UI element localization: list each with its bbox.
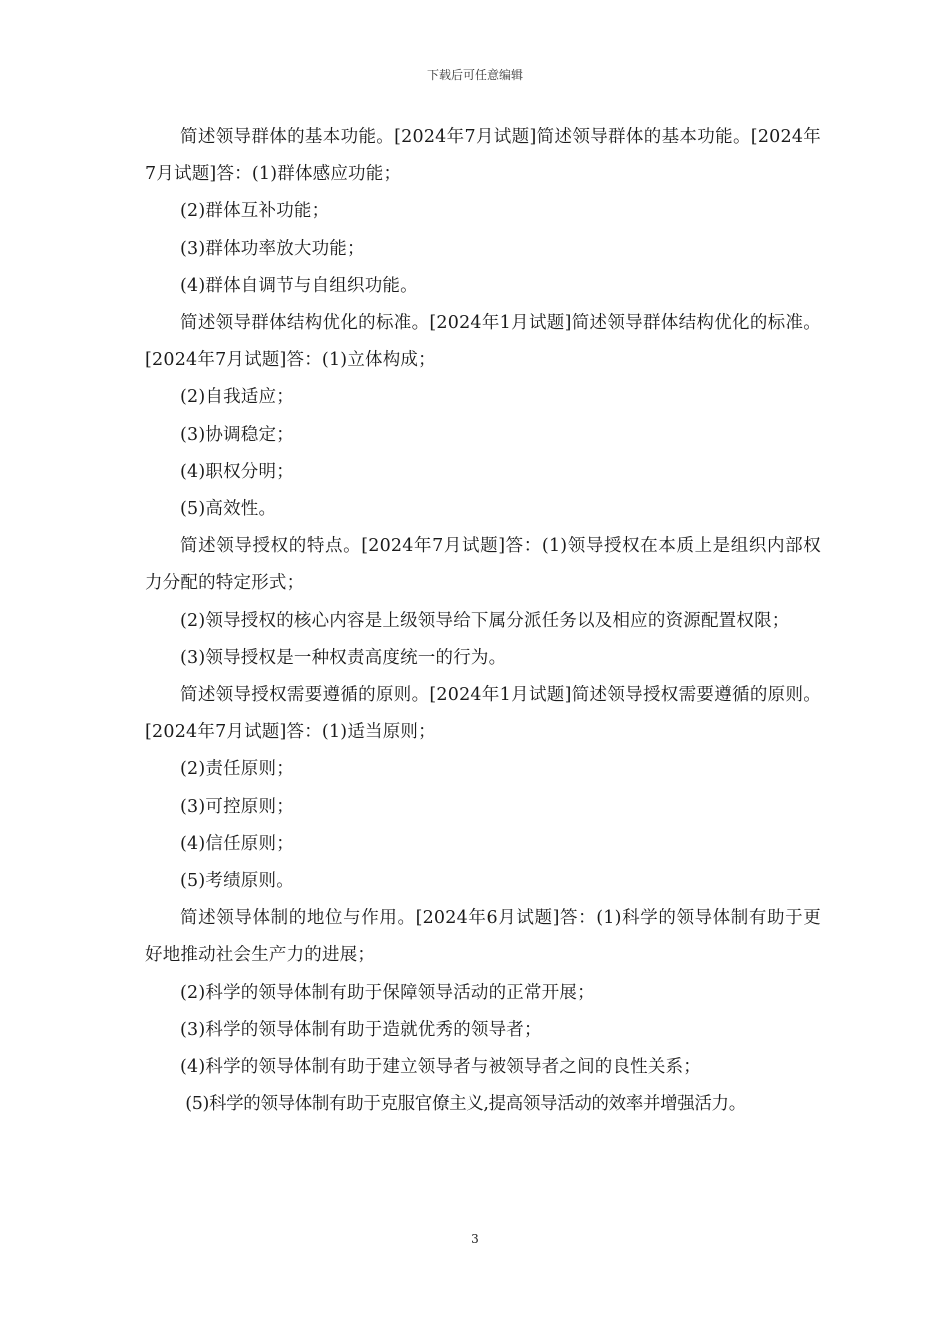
list-item: (3)协调稳定； [180,424,294,445]
list-item: (3)科学的领导体制有助于造就优秀的领导者； [180,1019,542,1040]
list-item: (3)领导授权是一种权责高度统一的行为。 [180,647,507,668]
list-item: (3)群体功率放大功能； [180,238,365,259]
section-intro: 简述领导体制的地位与作用。[2024年6月试题]答：(1)科学的领导体制有助于更好地推动社会生产力的进展； [145,908,821,966]
section-intro: 简述领导群体结构优化的标准。[2024年1月试题]简述领导群体结构优化的标准。[2024年7月试题]答：(1)立体构成； [145,313,821,371]
section-intro: 简述领导群体的基本功能。[2024年7月试题]简述领导群体的基本功能。[2024年7月试题]答：(1)群体感应功能； [145,127,821,185]
list-item: (4)职权分明； [180,461,294,482]
list-item: (2)领导授权的核心内容是上级领导给下属分派任务以及相应的资源配置权限； [180,610,790,631]
list-item: (5)科学的领导体制有助于克服官僚主义,提高领导活动的效率并增强活力。 [185,1094,746,1115]
list-item: (5)高效性。 [180,499,277,520]
list-item: (2)责任原则； [180,759,294,780]
list-item: (3)可控原则； [180,796,294,817]
list-item: (4)科学的领导体制有助于建立领导者与被领导者之间的良性关系； [180,1057,701,1078]
page-number: 3 [471,1232,479,1246]
list-item: (2)群体互补功能； [180,201,330,222]
document-body [145,119,821,1123]
list-item: (5)考绩原则。 [180,871,294,892]
list-item: (2)科学的领导体制有助于保障领导活动的正常开展； [180,982,595,1003]
page-header: 下载后可任意编辑 [426,68,523,82]
section-intro: 简述领导授权需要遵循的原则。[2024年1月试题]简述领导授权需要遵循的原则。[2024年7月试题]答：(1)适当原则； [145,685,821,743]
list-item: (2)自我适应； [180,387,294,408]
list-item: (4)信任原则； [180,833,294,854]
section-intro: 简述领导授权的特点。[2024年7月试题]答：(1)领导授权在本质上是组织内部权力分配的特定形式； [145,536,821,594]
list-item: (4)群体自调节与自组织功能。 [180,275,418,296]
